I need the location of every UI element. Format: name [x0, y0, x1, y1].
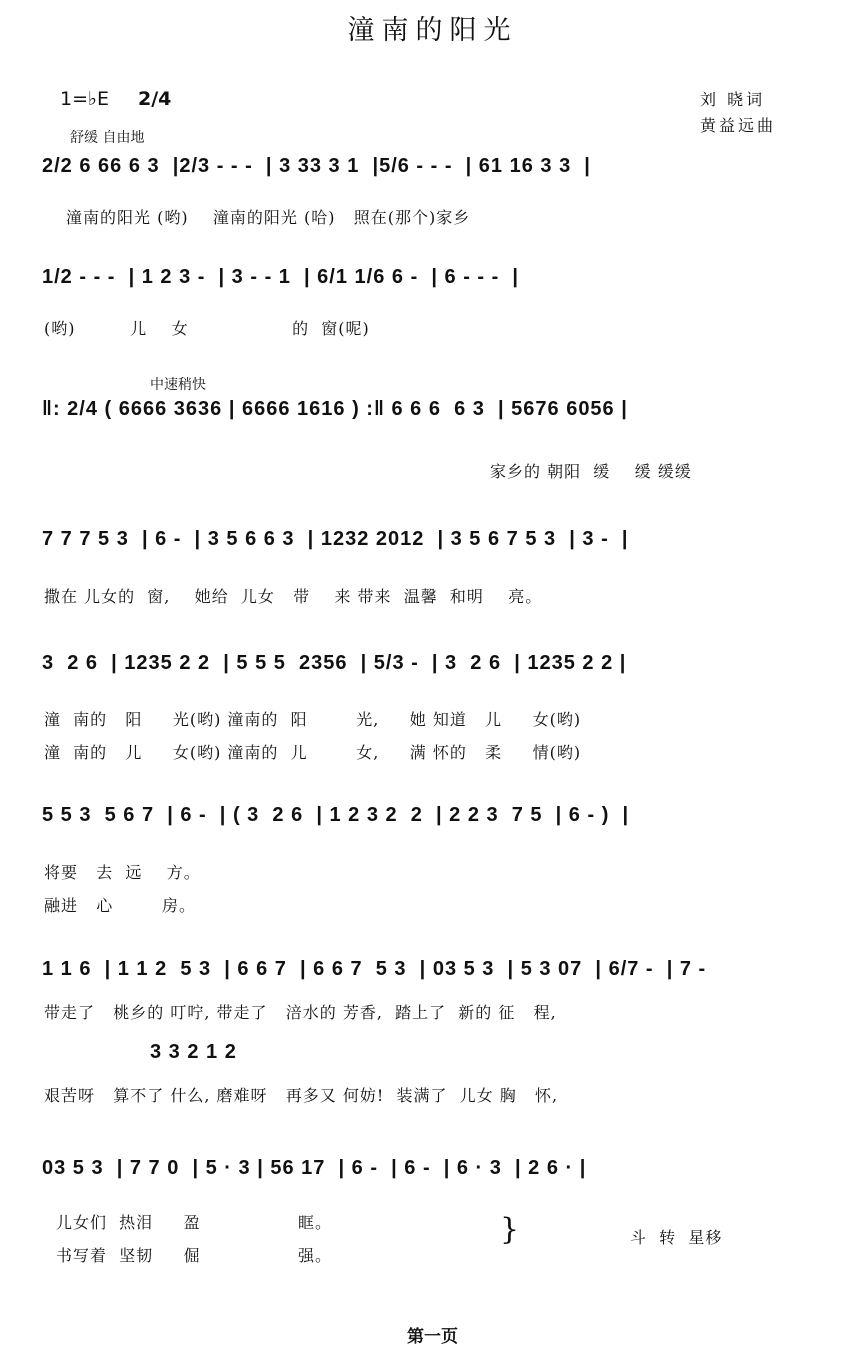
- notation-row: 1/2 - - - | 1 2 3 - | 3 - - 1 | 6/1 1/6 6 - | 6 - - - |: [42, 266, 519, 288]
- tempo-marking: 中速稍快: [150, 377, 206, 393]
- lyricist-credit: 刘 晓词: [700, 90, 766, 109]
- key-signature: 1=♭E: [60, 88, 109, 110]
- notation-row: 03 5 3 | 7 7 0 | 5 · 3 | 56 17 | 6 - | 6 - | 6 · 3 | 2 6 · |: [42, 1157, 587, 1179]
- notation-row: 2/2 6 66 6 3 |2/3 - - - | 3 33 3 1 |5/6 - - - | 61 16 3 3 |: [42, 155, 591, 177]
- time-signature: 2/4: [138, 88, 172, 110]
- lyric-line: 潼 南的 儿 女(哟) 潼南的 儿 女, 满 怀的 柔 情(哟): [44, 743, 582, 762]
- lyric-line: 潼 南的 阳 光(哟) 潼南的 阳 光, 她 知道 儿 女(哟): [44, 710, 582, 729]
- lyric-line: 带走了 桃乡的 叮咛, 带走了 涪水的 芳香, 踏上了 新的 征 程,: [44, 1003, 557, 1022]
- lyric-line: 书写着 坚韧 倔 强。: [56, 1246, 332, 1265]
- composer-credit: 黄益远曲: [700, 116, 777, 135]
- tempo-marking: 舒缓 自由地: [70, 130, 145, 146]
- lyric-line: 家乡的 朝阳 缓 缓 缓缓: [490, 462, 692, 481]
- notation-row: ‖: 2/4 ( 6666 3636 | 6666 1616 ) :‖ 6 6 6 6 3 | 5676 6056 |: [42, 398, 628, 420]
- lyric-line: (哟) 儿 女 的 窗(呢): [44, 319, 370, 338]
- lyric-line: 撒在 儿女的 窗, 她给 儿女 带 来 带来 温馨 和明 亮。: [44, 587, 543, 606]
- notation-row: 5 5 3 5 6 7 | 6 - | ( 3 2 6 | 1 2 3 2 2 | 2 2 3 7 5 | 6 - ) |: [42, 804, 630, 826]
- lyric-line: 潼南的阳光 (哟) 潼南的阳光 (哈) 照在(那个)家乡: [66, 208, 471, 227]
- notation-row: 1 1 6 | 1 1 2 5 3 | 6 6 7 | 6 6 7 5 3 | 03 5 3 | 5 3 07 | 6/7 - | 7 -: [42, 958, 707, 980]
- brace-symbol: }: [500, 1212, 520, 1247]
- notation-row: 3 2 6 | 1235 2 2 | 5 5 5 2356 | 5/3 - | 3 2 6 | 1235 2 2 |: [42, 652, 627, 674]
- page-footer: 第一页: [407, 1327, 458, 1347]
- song-title: 潼南的阳光: [347, 15, 518, 46]
- lyric-line: 将要 去 远 方。: [44, 863, 201, 882]
- notation-row: 3 3 2 1 2: [150, 1041, 237, 1063]
- lyric-line: 儿女们 热泪 盈 眶。: [56, 1213, 332, 1232]
- lyric-line: 融进 心 房。: [44, 896, 196, 915]
- notation-row: 7 7 7 5 3 | 6 - | 3 5 6 6 3 | 1232 2012 | 3 5 6 7 5 3 | 3 - |: [42, 528, 629, 550]
- lyric-line: 斗 转 星移: [630, 1228, 723, 1247]
- lyric-line: 艰苦呀 算不了 什么, 磨难呀 再多又 何妨! 装满了 儿女 胸 怀,: [44, 1086, 559, 1105]
